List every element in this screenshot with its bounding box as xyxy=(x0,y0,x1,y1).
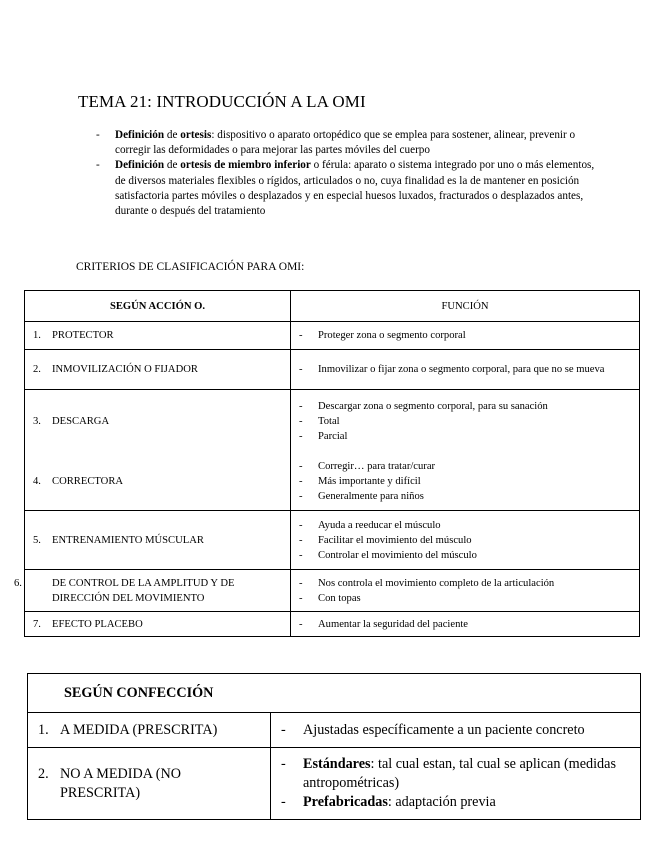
function-item xyxy=(299,576,631,591)
row-number: 2. xyxy=(38,765,49,782)
accion-table xyxy=(14,290,640,637)
row-number: 3. xyxy=(33,415,41,427)
function-item xyxy=(299,429,631,444)
function-item xyxy=(299,533,631,548)
row-name: PROTECTOR xyxy=(52,330,114,341)
item-text: : tal cual estan, tal cual se aplican (medidas antropométricas) xyxy=(303,756,616,791)
function-text: Corregir… para tratar/curar xyxy=(318,460,436,472)
row-number: 6. xyxy=(14,577,22,589)
table-header-row xyxy=(25,291,640,322)
table-row xyxy=(28,748,641,820)
definition-connector: de xyxy=(164,159,181,172)
item-text: : adaptación previa xyxy=(387,794,496,810)
header-confeccion: SEGÚN CONFECCIÓN xyxy=(28,674,641,713)
definitions-list xyxy=(96,128,596,219)
row-name: NO A MEDIDA (NO PRESCRITA) xyxy=(60,765,181,801)
confeccion-item xyxy=(281,755,630,793)
row-number: 2. xyxy=(33,364,41,375)
header-accion: SEGÚN ACCIÓN O. xyxy=(25,291,291,322)
row-items-cell xyxy=(271,713,641,748)
criterios-heading: CRITERIOS DE CLASIFICACIÓN PARA OMI: xyxy=(76,261,305,273)
row-name-cell xyxy=(14,570,291,612)
item-term: Prefabricadas xyxy=(303,794,388,810)
bullet-dash: - xyxy=(299,330,303,341)
bullet-dash: - xyxy=(299,400,303,412)
function-text: Generalmente para niños xyxy=(318,490,424,502)
bullet-dash: - xyxy=(299,364,303,375)
function-item xyxy=(299,489,631,504)
table-row xyxy=(25,570,640,612)
row-function-cell xyxy=(291,322,640,350)
function-item xyxy=(299,474,631,489)
table-row xyxy=(25,322,640,350)
row-number: 5. xyxy=(33,534,41,546)
row-name: ENTRENAMIENTO MÚSCULAR xyxy=(52,534,204,546)
row-name-cell xyxy=(28,713,271,748)
function-text: Parcial xyxy=(318,430,348,442)
definition-connector: de xyxy=(164,129,181,141)
function-text: Aumentar la seguridad del paciente xyxy=(318,618,469,630)
definition-text: : dispositivo o aparato ortopédico que se emplea para sostener, alinear, prevenir o corregir las deformidades o para mejorar las partes móviles del cuerpo xyxy=(115,129,576,157)
table-row xyxy=(25,511,640,570)
bullet-dash: - xyxy=(299,534,303,546)
bullet-dash: - xyxy=(299,519,303,531)
row-number: 4. xyxy=(33,475,41,487)
bullet-dash: - xyxy=(281,721,286,738)
function-text: Nos controla el movimiento completo de la articulación xyxy=(318,577,555,589)
row-name: INMOVILIZACIÓN O FIJADOR xyxy=(52,364,198,375)
function-item xyxy=(299,591,631,606)
bullet-dash: - xyxy=(96,159,100,172)
row-number: 1. xyxy=(38,721,49,738)
function-text: Más importante y difícil xyxy=(318,475,421,487)
definition-term: ortesis de miembro inferior xyxy=(180,159,311,172)
table-row xyxy=(25,350,640,390)
bullet-dash: - xyxy=(299,490,303,502)
bullet-dash: - xyxy=(96,129,100,141)
confeccion-item xyxy=(281,793,630,812)
function-item xyxy=(299,617,631,632)
function-text: Con topas xyxy=(318,592,361,604)
function-item xyxy=(299,548,631,563)
definition-label: Definición xyxy=(115,129,165,141)
definition-ortesis-miembro-inferior xyxy=(96,158,596,219)
bullet-dash: - xyxy=(281,756,286,772)
function-text: Ayuda a reeducar el músculo xyxy=(318,519,441,531)
confeccion-item xyxy=(281,721,630,740)
row-function-cell xyxy=(291,612,640,637)
function-text: Facilitar el movimiento del músculo xyxy=(318,534,472,546)
bullet-dash: - xyxy=(299,430,303,442)
table-header-row xyxy=(28,674,641,713)
header-funcion: FUNCIÓN xyxy=(291,291,640,322)
row-name-cell xyxy=(28,748,271,820)
item-term: Estándares xyxy=(303,756,371,772)
function-text: Descargar zona o segmento corporal, para su sanación xyxy=(318,400,548,412)
row-name-cell xyxy=(25,511,291,570)
row-number: 7. xyxy=(33,618,41,630)
bullet-dash: - xyxy=(299,475,303,487)
bullet-dash: - xyxy=(299,618,303,630)
function-item xyxy=(299,459,631,474)
function-item xyxy=(299,399,631,414)
row-name: DE CONTROL DE LA AMPLITUD Y DE DIRECCIÓN DEL MOVIMIENTO xyxy=(52,577,235,604)
row-name: DESCARGA xyxy=(52,415,110,427)
definition-text: o férula: aparato o sistema integrado por uno o más elementos, de diversos materiales flexibles o rígidos, articulados o no, cuya finalidad es la de mantener en posición satisfactoria partes móviles o desplazados y en especial huesos luxados, fracturados o desplazados antes, durante o después del tratamiento xyxy=(115,159,595,218)
item-text: Ajustadas específicamente a un paciente concreto xyxy=(303,721,585,738)
bullet-dash: - xyxy=(299,415,303,427)
row-name-cell xyxy=(25,453,291,511)
row-name-cell xyxy=(25,350,291,390)
bullet-dash: - xyxy=(299,577,303,589)
definition-label: Definición xyxy=(115,159,165,172)
function-text: Proteger zona o segmento corporal xyxy=(318,330,466,341)
row-name: CORRECTORA xyxy=(52,475,124,487)
row-function-cell xyxy=(291,350,640,390)
function-item xyxy=(299,328,631,343)
bullet-dash: - xyxy=(281,794,286,810)
bullet-dash: - xyxy=(299,460,303,472)
row-name-cell xyxy=(25,612,291,637)
row-name-cell xyxy=(25,390,291,453)
function-text: Inmovilizar o fijar zona o segmento corporal, para que no se mueva xyxy=(318,364,605,375)
function-item xyxy=(299,362,631,377)
row-function-cell xyxy=(291,570,640,612)
table-row xyxy=(28,713,641,748)
table-row xyxy=(25,453,640,511)
bullet-dash: - xyxy=(299,592,303,604)
function-text: Controlar el movimiento del músculo xyxy=(318,549,477,561)
row-function-cell xyxy=(291,390,640,453)
row-function-cell xyxy=(291,453,640,511)
table-row xyxy=(25,390,640,453)
row-name: EFECTO PLACEBO xyxy=(52,618,143,630)
row-name: A MEDIDA (PRESCRITA) xyxy=(60,721,218,738)
function-item xyxy=(299,518,631,533)
row-number: 1. xyxy=(33,330,41,341)
function-item xyxy=(299,414,631,429)
definition-ortesis xyxy=(96,128,596,158)
confeccion-table xyxy=(27,673,641,820)
row-name-cell xyxy=(25,322,291,350)
row-function-cell xyxy=(291,511,640,570)
bullet-dash: - xyxy=(299,549,303,561)
function-text: Total xyxy=(318,415,340,427)
page-title: TEMA 21: INTRODUCCIÓN A LA OMI xyxy=(78,92,366,111)
row-items-cell xyxy=(271,748,641,820)
definition-term: ortesis xyxy=(180,129,212,141)
table-row xyxy=(25,612,640,637)
